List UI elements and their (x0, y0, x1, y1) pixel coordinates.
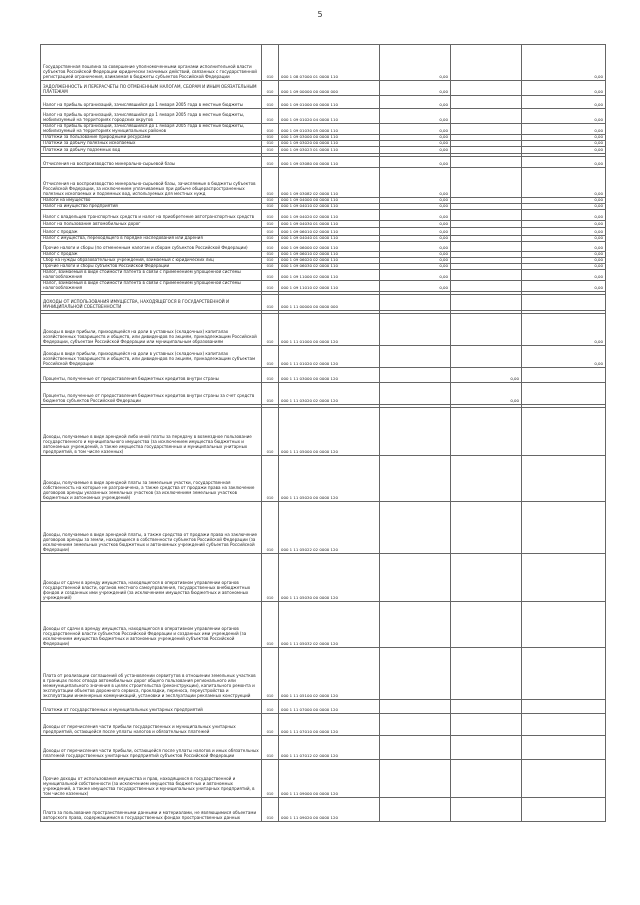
row-executed-amount-cell (451, 553, 522, 601)
row-approved-amount-cell: 0,00 (380, 280, 451, 291)
row-remaining-amount-cell (522, 294, 606, 310)
table-row (41, 382, 606, 404)
row-approved-amount-cell (380, 382, 451, 404)
table-row (41, 124, 606, 135)
row-approved-amount-cell (380, 345, 451, 367)
row-budget-code-cell: 000 1 09 03020 00 0000 110 (279, 140, 380, 146)
table-row (41, 146, 606, 153)
row-approved-amount-cell (380, 601, 451, 647)
row-remaining-amount-cell (522, 699, 606, 713)
row-remaining-amount-cell (522, 713, 606, 735)
row-executed-amount-cell (451, 735, 522, 759)
row-executed-amount-cell (451, 241, 522, 251)
row-name-cell: Доходы от перечисления части прибыли государственных и муниципальных унитарных предприятий, остающейся после уплаты налогов и обязательных платежей (41, 713, 262, 735)
row-approved-amount-cell: 0,00 (380, 146, 451, 153)
row-executed-amount-cell (451, 345, 522, 367)
table-row (41, 367, 606, 382)
table-body (41, 45, 606, 822)
row-approved-amount-cell: 0,00 (380, 241, 451, 251)
row-approved-amount-cell (380, 407, 451, 455)
row-name-cell: Доходы от сдачи в аренду имущества, находящегося в оперативном управлении органов государственной власти, органов местного самоуправления, государственных внебюджетных фондов и созданных ими учреждений (за исключением имущества бюджетных и автономных учреждений) (41, 553, 262, 601)
row-remaining-amount-cell (522, 759, 606, 797)
row-line-code-cell: 010 (262, 263, 279, 269)
row-executed-amount-cell (451, 227, 522, 235)
row-name-cell: Налог, взимаемый в виде стоимости патента в связи с применением упрощенной системы налогообложения (41, 280, 262, 291)
row-remaining-amount-cell: 0,00 (522, 81, 606, 96)
row-line-code-cell: 010 (262, 96, 279, 109)
row-remaining-amount-cell: 0,00 (522, 251, 606, 257)
table-row (41, 220, 606, 227)
row-remaining-amount-cell: 0,00 (522, 124, 606, 135)
row-budget-code-cell: 000 1 09 03082 02 0000 110 (279, 167, 380, 197)
row-name-cell: Прочие налоги и сборы (по отмененным налогам и сборам субъектов Российской Федерации) (41, 241, 262, 251)
row-executed-amount-cell (451, 647, 522, 699)
row-line-code-cell: 010 (262, 251, 279, 257)
row-line-code-cell: 010 (262, 197, 279, 203)
row-name-cell: Доходы, получаемые в виде арендной платы за земельные участки, государственная собственность на которые не разграничена, а также средства от продажи права на заключение договоров аренды указанных земельных участков (за исключением земельных участков бюджетных и автономных учреждений) (41, 455, 262, 501)
table-row (41, 501, 606, 553)
row-approved-amount-cell (380, 294, 451, 310)
row-name-cell: Государственная пошлина за совершение уполномоченными органами исполнительной власти субъектов Российской Федерации юридически значимых действий, связанных с государственной регистрацией ограничения, взимаемая в бюджеты субъектов Российской Федерации (41, 45, 262, 81)
row-remaining-amount-cell: 0,00 (522, 209, 606, 220)
row-line-code-cell: 010 (262, 134, 279, 140)
row-approved-amount-cell: 0,00 (380, 96, 451, 109)
row-line-code-cell: 010 (262, 647, 279, 699)
row-remaining-amount-cell: 0,00 (522, 156, 606, 167)
table-row (41, 713, 606, 735)
row-name-cell: Налог, взимаемый в виде стоимости патента в связи с применением упрощенной системы налогообложения (41, 269, 262, 280)
row-name-cell: Налог на прибыль организаций, зачислявшийся до 1 января 2005 года в местные бюджеты, мобилизуемый на территориях муниципальных районов (41, 124, 262, 135)
row-executed-amount-cell (451, 601, 522, 647)
row-budget-code-cell: 000 1 09 01000 00 0000 110 (279, 96, 380, 109)
row-budget-code-cell: 000 1 09 11000 02 0000 110 (279, 269, 380, 280)
table-row (41, 167, 606, 197)
table-row (41, 294, 606, 310)
row-approved-amount-cell: 0,00 (380, 203, 451, 209)
row-budget-code-cell: 000 1 11 07012 02 0000 120 (279, 735, 380, 759)
row-executed-amount-cell (451, 797, 522, 821)
row-executed-amount-cell (451, 124, 522, 135)
table-row (41, 209, 606, 220)
row-remaining-amount-cell: 0,00 (522, 345, 606, 367)
row-name-cell: Проценты, полученные от предоставления бюджетных кредитов внутри страны (41, 367, 262, 382)
row-line-code-cell: 010 (262, 759, 279, 797)
row-budget-code-cell: 000 1 09 03023 01 0000 110 (279, 146, 380, 153)
row-budget-code-cell: 000 1 09 03080 00 0000 110 (279, 156, 380, 167)
row-remaining-amount-cell (522, 382, 606, 404)
table-row (41, 269, 606, 280)
row-remaining-amount-cell (522, 647, 606, 699)
row-line-code-cell: 010 (262, 109, 279, 124)
row-budget-code-cell: 000 1 11 05000 00 0000 120 (279, 407, 380, 455)
table-row (41, 647, 606, 699)
row-remaining-amount-cell (522, 455, 606, 501)
table-row (41, 601, 606, 647)
row-line-code-cell: 010 (262, 501, 279, 553)
row-budget-code-cell: 000 1 09 06010 02 0000 110 (279, 251, 380, 257)
row-line-code-cell: 010 (262, 294, 279, 310)
row-executed-amount-cell (451, 407, 522, 455)
row-approved-amount-cell: 0,00 (380, 220, 451, 227)
row-budget-code-cell: 000 1 09 06000 02 0000 110 (279, 241, 380, 251)
row-executed-amount-cell (451, 109, 522, 124)
row-line-code-cell: 010 (262, 167, 279, 197)
row-name-cell: Налог на прибыль организаций, зачислявшийся до 1 января 2005 года в местные бюджеты (41, 96, 262, 109)
row-approved-amount-cell: 0,00 (380, 269, 451, 280)
table-row (41, 699, 606, 713)
table-row (41, 45, 606, 81)
row-name-cell: Доходы в виде прибыли, приходящейся на доли в уставных (складочных) капиталах хозяйственных товариществ и обществ, или дивидендов по акциям, принадлежащим субъектам Российской Федерации (41, 345, 262, 367)
table-row (41, 797, 606, 821)
row-budget-code-cell: 000 1 11 05030 00 0000 120 (279, 553, 380, 601)
row-name-cell: Плата от реализации соглашений об установлении сервитутов в отношении земельных участков в границах полос отвода автомобильных дорог общего пользования регионального или межмуниципального значения в целях строительства (реконструкции), капитального ремонта и эксплуатации объектов дорожного сервиса, прокладки, переноса, переустройства и эксплуатации инженерных коммуникаций, установки и эксплуатации рекламных конструкций (41, 647, 262, 699)
row-budget-code-cell: 000 1 09 00000 00 0000 000 (279, 81, 380, 96)
row-budget-code-cell: 000 1 11 07010 00 0000 120 (279, 713, 380, 735)
row-executed-amount-cell (451, 294, 522, 310)
row-approved-amount-cell: 0,00 (380, 235, 451, 241)
row-approved-amount-cell: 0,00 (380, 156, 451, 167)
row-approved-amount-cell (380, 501, 451, 553)
table-row (41, 81, 606, 96)
row-approved-amount-cell (380, 313, 451, 345)
row-name-cell: Платежи от государственных и муниципальных унитарных предприятий (41, 699, 262, 713)
row-name-cell: ДОХОДЫ ОТ ИСПОЛЬЗОВАНИЯ ИМУЩЕСТВА, НАХОДЯЩЕГОСЯ В ГОСУДАРСТВЕННОЙ И МУНИЦИПАЛЬНОЙ СОБСТВЕННОСТИ (41, 294, 262, 310)
row-executed-amount-cell (451, 45, 522, 81)
row-remaining-amount-cell: 0,00 (522, 263, 606, 269)
row-executed-amount-cell (451, 759, 522, 797)
row-budget-code-cell: 000 1 08 07000 01 0000 110 (279, 45, 380, 81)
row-approved-amount-cell: 0,00 (380, 45, 451, 81)
row-line-code-cell: 010 (262, 124, 279, 135)
row-name-cell: Платежи за пользование природными ресурсами (41, 134, 262, 140)
row-remaining-amount-cell: 0,00 (522, 96, 606, 109)
row-remaining-amount-cell: 0,00 (522, 269, 606, 280)
row-budget-code-cell: 000 1 09 04000 00 0000 110 (279, 197, 380, 203)
row-name-cell: Налог с продаж (41, 227, 262, 235)
row-line-code-cell: 010 (262, 313, 279, 345)
row-line-code-cell: 010 (262, 280, 279, 291)
table-row (41, 455, 606, 501)
row-executed-amount-cell: 0,00 (451, 382, 522, 404)
row-budget-code-cell: 000 1 09 11010 02 0000 110 (279, 280, 380, 291)
row-line-code-cell: 010 (262, 699, 279, 713)
row-remaining-amount-cell: 0,00 (522, 235, 606, 241)
table-row (41, 313, 606, 345)
row-budget-code-cell: 000 1 11 01000 00 0000 120 (279, 313, 380, 345)
row-executed-amount-cell (451, 220, 522, 227)
row-approved-amount-cell: 0,00 (380, 140, 451, 146)
row-remaining-amount-cell (522, 553, 606, 601)
row-executed-amount-cell (451, 280, 522, 291)
row-line-code-cell: 010 (262, 156, 279, 167)
row-line-code-cell: 010 (262, 45, 279, 81)
row-remaining-amount-cell (522, 797, 606, 821)
row-executed-amount-cell (451, 156, 522, 167)
row-name-cell: Налог на пользование автомобильных дорог (41, 220, 262, 227)
row-budget-code-cell: 000 1 09 06010 02 0000 110 (279, 227, 380, 235)
row-executed-amount-cell (451, 501, 522, 553)
row-name-cell: Доходы в виде прибыли, приходящейся на доли в уставных (складочных) капиталах хозяйственных товариществ и обществ, или дивидендов по акциям, принадлежащим Российской Федерации, субъектам Российской Федерации или муниципальным образованиям (41, 313, 262, 345)
row-line-code-cell: 010 (262, 257, 279, 263)
table-row (41, 96, 606, 109)
row-remaining-amount-cell: 0,00 (522, 109, 606, 124)
row-line-code-cell: 010 (262, 209, 279, 220)
row-approved-amount-cell (380, 713, 451, 735)
row-approved-amount-cell (380, 735, 451, 759)
row-remaining-amount-cell: 0,00 (522, 146, 606, 153)
row-approved-amount-cell (380, 759, 451, 797)
row-name-cell: Налог с владельцев транспортных средств и налог на приобретение автотранспортных средств (41, 209, 262, 220)
row-remaining-amount-cell (522, 601, 606, 647)
budget-revenue-table (40, 44, 606, 822)
row-line-code-cell: 010 (262, 345, 279, 367)
row-name-cell: ЗАДОЛЖЕННОСТЬ И ПЕРЕРАСЧЕТЫ ПО ОТМЕНЕННЫМ НАЛОГАМ, СБОРАМ И ИНЫМ ОБЯЗАТЕЛЬНЫМ ПЛАТЕЖАМ (41, 81, 262, 96)
row-executed-amount-cell (451, 209, 522, 220)
table-row (41, 241, 606, 251)
row-executed-amount-cell (451, 713, 522, 735)
row-remaining-amount-cell: 0,00 (522, 134, 606, 140)
row-line-code-cell: 010 (262, 407, 279, 455)
row-remaining-amount-cell: 0,00 (522, 167, 606, 197)
row-name-cell: Проценты, полученные от предоставления бюджетных кредитов внутри страны за счет средств бюджетов субъектов Российской Федерации (41, 382, 262, 404)
row-budget-code-cell: 000 1 11 05022 02 0000 120 (279, 501, 380, 553)
row-budget-code-cell: 000 1 11 03000 00 0000 120 (279, 367, 380, 382)
row-line-code-cell: 010 (262, 735, 279, 759)
row-remaining-amount-cell: 0,00 (522, 227, 606, 235)
row-budget-code-cell: 000 1 11 05100 02 0000 120 (279, 647, 380, 699)
row-budget-code-cell: 000 1 11 03020 02 0000 120 (279, 382, 380, 404)
row-name-cell: Доходы, получаемые в виде арендной либо иной платы за передачу в возмездное пользование государственного и муниципального имущества (за исключением имущества бюджетных и автономных учреждений, а также имущества государственных и муниципальных унитарных предприятий, в том числе казенных) (41, 407, 262, 455)
row-approved-amount-cell: 0,00 (380, 251, 451, 257)
row-name-cell: Отчисления на воспроизводство минерально-сырьевой базы, зачисляемые в бюджеты субъектов Российской Федерации, за исключением уплачиваемых при добыче общераспространенных полезных ископаемых и подземных вод, используемых для местных нужд (41, 167, 262, 197)
row-budget-code-cell: 000 1 11 07000 00 0000 120 (279, 699, 380, 713)
row-budget-code-cell: 000 1 09 01020 04 0000 110 (279, 109, 380, 124)
row-remaining-amount-cell: 0,00 (522, 313, 606, 345)
row-line-code-cell: 010 (262, 81, 279, 96)
row-line-code-cell: 010 (262, 235, 279, 241)
row-approved-amount-cell: 0,00 (380, 257, 451, 263)
row-line-code-cell: 010 (262, 455, 279, 501)
row-name-cell: Налог с имущества, переходящего в порядке наследования или дарения (41, 235, 262, 241)
row-line-code-cell: 010 (262, 241, 279, 251)
row-budget-code-cell: 000 1 09 04030 01 0000 110 (279, 220, 380, 227)
row-approved-amount-cell (380, 797, 451, 821)
row-name-cell: Налог на имущество предприятий (41, 203, 262, 209)
row-budget-code-cell: 000 1 09 01030 05 0000 110 (279, 124, 380, 135)
table-row (41, 735, 606, 759)
row-remaining-amount-cell (522, 367, 606, 382)
row-approved-amount-cell (380, 553, 451, 601)
row-line-code-cell: 010 (262, 553, 279, 601)
row-line-code-cell: 010 (262, 203, 279, 209)
row-name-cell: Налог на прибыль организаций, зачислявшийся до 1 января 2005 года в местные бюджеты, мобилизуемый на территориях городских округов (41, 109, 262, 124)
row-budget-code-cell: 000 1 11 05020 00 0000 120 (279, 455, 380, 501)
row-line-code-cell: 010 (262, 220, 279, 227)
row-name-cell: Плата за пользование пространственными данными и материалами, не являющимися объектами авторского права, содержащимися в государственных фондах пространственных данных (41, 797, 262, 821)
row-approved-amount-cell (380, 455, 451, 501)
row-remaining-amount-cell: 0,00 (522, 220, 606, 227)
row-approved-amount-cell: 0,00 (380, 263, 451, 269)
row-executed-amount-cell (451, 269, 522, 280)
row-budget-code-cell: 000 1 11 09000 00 0000 120 (279, 759, 380, 797)
row-line-code-cell: 010 (262, 269, 279, 280)
row-approved-amount-cell (380, 647, 451, 699)
row-approved-amount-cell: 0,00 (380, 124, 451, 135)
row-budget-code-cell: 000 1 11 05032 02 0000 120 (279, 601, 380, 647)
row-remaining-amount-cell: 0,00 (522, 241, 606, 251)
row-executed-amount-cell (451, 96, 522, 109)
row-line-code-cell: 010 (262, 601, 279, 647)
row-name-cell: Прочие налоги и сборы субъектов Российской Федерации (41, 263, 262, 269)
row-line-code-cell: 010 (262, 713, 279, 735)
row-approved-amount-cell: 0,00 (380, 81, 451, 96)
row-executed-amount-cell (451, 167, 522, 197)
row-remaining-amount-cell (522, 735, 606, 759)
row-budget-code-cell: 000 1 09 04020 02 0000 110 (279, 209, 380, 220)
row-approved-amount-cell: 0,00 (380, 197, 451, 203)
table-row (41, 345, 606, 367)
row-budget-code-cell: 000 1 09 06020 02 0000 110 (279, 257, 380, 263)
row-line-code-cell: 010 (262, 227, 279, 235)
table-row (41, 407, 606, 455)
row-approved-amount-cell (380, 699, 451, 713)
row-budget-code-cell: 000 1 11 01020 02 0000 120 (279, 345, 380, 367)
row-budget-code-cell: 000 1 09 04010 02 0000 110 (279, 203, 380, 209)
row-executed-amount-cell (451, 313, 522, 345)
row-name-cell: Сбор на нужды образовательных учреждений, взимаемый с юридических лиц (41, 257, 262, 263)
row-remaining-amount-cell: 0,00 (522, 257, 606, 263)
row-name-cell: Отчисления на воспроизводство минерально-сырьевой базы (41, 156, 262, 167)
row-budget-code-cell: 000 1 09 04040 01 0000 110 (279, 235, 380, 241)
row-executed-amount-cell (451, 146, 522, 153)
row-line-code-cell: 010 (262, 797, 279, 821)
row-name-cell: Налог с продаж (41, 251, 262, 257)
row-line-code-cell: 010 (262, 382, 279, 404)
row-line-code-cell: 010 (262, 140, 279, 146)
table-row (41, 156, 606, 167)
row-name-cell: Доходы, получаемые в виде арендной платы, а также средства от продажи права на заключение договоров аренды за земли, находящиеся в собственности субъектов Российской Федерации (за исключением земельных участков бюджетных и автономных учреждений субъектов Российской Федерации) (41, 501, 262, 553)
row-executed-amount-cell (451, 81, 522, 96)
row-name-cell: Платежи за добычу подземных вод (41, 146, 262, 153)
row-approved-amount-cell: 0,00 (380, 109, 451, 124)
row-approved-amount-cell (380, 367, 451, 382)
row-approved-amount-cell: 0,00 (380, 134, 451, 140)
row-budget-code-cell: 000 1 09 06030 02 0000 110 (279, 263, 380, 269)
row-remaining-amount-cell (522, 407, 606, 455)
row-name-cell: Доходы от сдачи в аренду имущества, находящегося в оперативном управлении органов государственной власти субъектов Российской Федерации и созданных ими учреждений (за исключением имущества бюджетных и автономных учреждений субъектов Российской Федерации) (41, 601, 262, 647)
table-row (41, 280, 606, 291)
row-executed-amount-cell (451, 699, 522, 713)
row-remaining-amount-cell: 0,00 (522, 197, 606, 203)
table-row (41, 553, 606, 601)
row-remaining-amount-cell: 0,00 (522, 280, 606, 291)
row-line-code-cell: 010 (262, 146, 279, 153)
row-remaining-amount-cell (522, 501, 606, 553)
row-executed-amount-cell: 0,00 (451, 367, 522, 382)
row-remaining-amount-cell: 0,00 (522, 140, 606, 146)
page-number: 5 (317, 10, 323, 19)
row-approved-amount-cell: 0,00 (380, 167, 451, 197)
table-row (41, 759, 606, 797)
table-row (41, 227, 606, 235)
row-executed-amount-cell (451, 455, 522, 501)
row-name-cell: Прочие доходы от использования имущества и прав, находящихся в государственной и муниципальной собственности (за исключением имущества бюджетных и автономных учреждений, а также имущества государственных и муниципальных унитарных предприятий, в том числе казенных) (41, 759, 262, 797)
row-line-code-cell: 010 (262, 367, 279, 382)
row-remaining-amount-cell: 0,00 (522, 203, 606, 209)
row-budget-code-cell: 000 1 09 03000 00 0000 110 (279, 134, 380, 140)
row-budget-code-cell: 000 1 11 09020 00 0000 120 (279, 797, 380, 821)
row-name-cell: Платежи за добычу полезных ископаемых (41, 140, 262, 146)
row-budget-code-cell: 000 1 11 00000 00 0000 000 (279, 294, 380, 310)
table-row (41, 109, 606, 124)
row-name-cell: Налоги на имущество (41, 197, 262, 203)
row-name-cell: Доходы от перечисления части прибыли, остающейся после уплаты налогов и иных обязательных платежей государственных унитарных предприятий субъектов Российской Федерации (41, 735, 262, 759)
row-approved-amount-cell: 0,00 (380, 209, 451, 220)
row-remaining-amount-cell: 0,00 (522, 45, 606, 81)
row-approved-amount-cell: 0,00 (380, 227, 451, 235)
